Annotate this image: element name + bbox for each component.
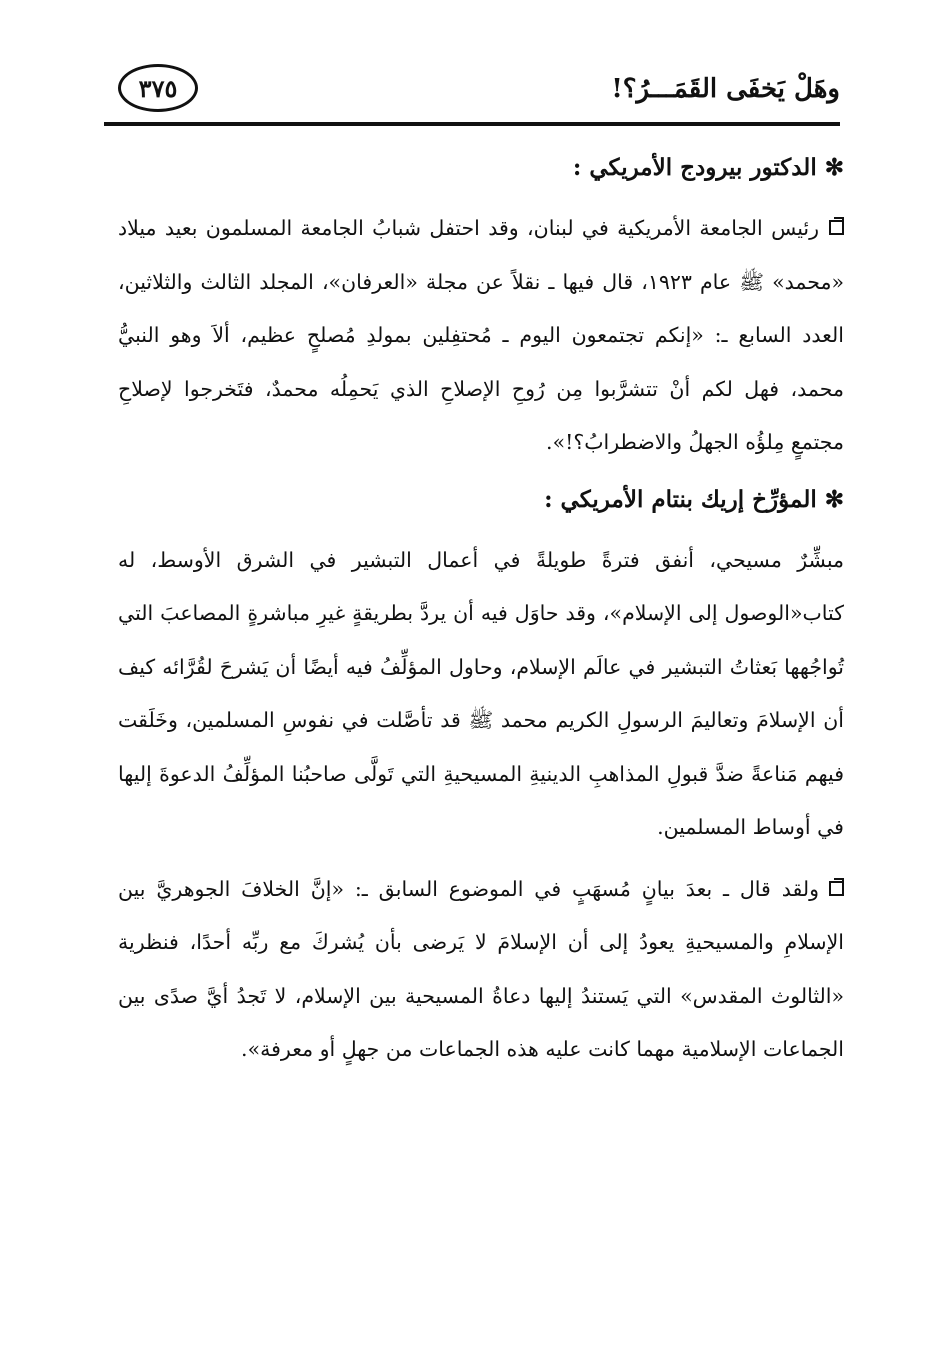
paragraph-box-icon xyxy=(829,881,844,896)
section-heading-text: المؤرِّخ إريك بنتام الأمريكي : xyxy=(544,485,817,513)
section-heading-bentham xyxy=(118,478,844,522)
page-number-badge xyxy=(118,64,198,112)
paragraph-box-icon xyxy=(829,220,844,235)
header-divider xyxy=(104,122,840,126)
paragraph xyxy=(118,202,844,470)
asterisk-icon: ✻ xyxy=(824,485,844,513)
asterisk-icon: ✻ xyxy=(824,154,844,181)
paragraph-text: ولقد قال ـ بعدَ بيانٍ مُسهَبٍ في الموضوع السابق ـ: «إنَّ الخلافَ الجوهريَّ بين الإسلامِ والمسيحيةِ يعودُ إلى أن الإسلامَ لا يَرضى بأن يُشركَ مع ربِّه أحدًا، فنظرية «الثالوث المقدس» التي يَستندُ إليها دعاةُ المسيحية بين الإسلام، لا تَجدُ أيَّ صدًى بين الجماعات الإسلامية مهما كانت عليه هذه الجماعات من جهلٍ أو معرفة». xyxy=(118,876,844,1061)
section-heading-text: الدكتور بيرودج الأمريكي : xyxy=(572,154,817,181)
paragraph-text: رئيس الجامعة الأمريكية في لبنان، وقد احتفل شبابُ الجامعة المسلمون بعيد ميلاد «محمد» ﷺ عام ١٩٢٣، قال فيها ـ نقلاً عن مجلة «العرفان»، المجلد الثالث والثلاثين، العدد السابع ـ: «إنكم تجتمعون اليوم ـ مُحتفِلين بمولدِ مُصلحٍ عظيم، ألاَ وهو النبيُّ محمد، فهل لكم أنْ تتشرَّبوا مِن رُوحِ الإصلاحِ الذي يَحمِلُه محمدٌ، فتَخرجوا لإصلاحِ مجتمعٍ مِلؤُه الجهلُ والاضطرابُ؟!». xyxy=(118,216,844,454)
page-header xyxy=(104,60,840,126)
paragraph xyxy=(118,534,844,855)
running-title: وهَلْ يَخفَى القَمَـــرُ؟! xyxy=(611,74,840,104)
page-content xyxy=(118,140,844,1085)
section-heading-burridge xyxy=(118,146,844,190)
page-number: ٣٧٥ xyxy=(138,73,178,103)
paragraph xyxy=(118,863,844,1077)
paragraph-text: مبشِّرٌ مسيحي، أنفق فترةً طويلةً في أعمال التبشير في الشرق الأوسط، له كتاب«الوصول إلى الإسلام»، وقد حاوَل فيه أن يردَّ بطريقةٍ غيرِ مباشرةٍ المصاعبَ التي تُواجُهها بَعثاتُ التبشير في عالَم الإسلام، وحاول المؤلِّفُ فيه أيضًا أن يَشرحَ لقُرَّائه كيف أن الإسلامَ وتعاليمَ الرسولِ الكريم محمد ﷺ قد تأصَّلت في نفوسِ المسلمين، وخَلَقت فيهم مَناعةً ضدَّ قبولِ المذاهبِ الدينيةِ المسيحيةِ التي تَولَّى صاحبُنا المؤلِّفُ الدعوةَ إليها في أوساط المسلمين. xyxy=(118,547,844,839)
